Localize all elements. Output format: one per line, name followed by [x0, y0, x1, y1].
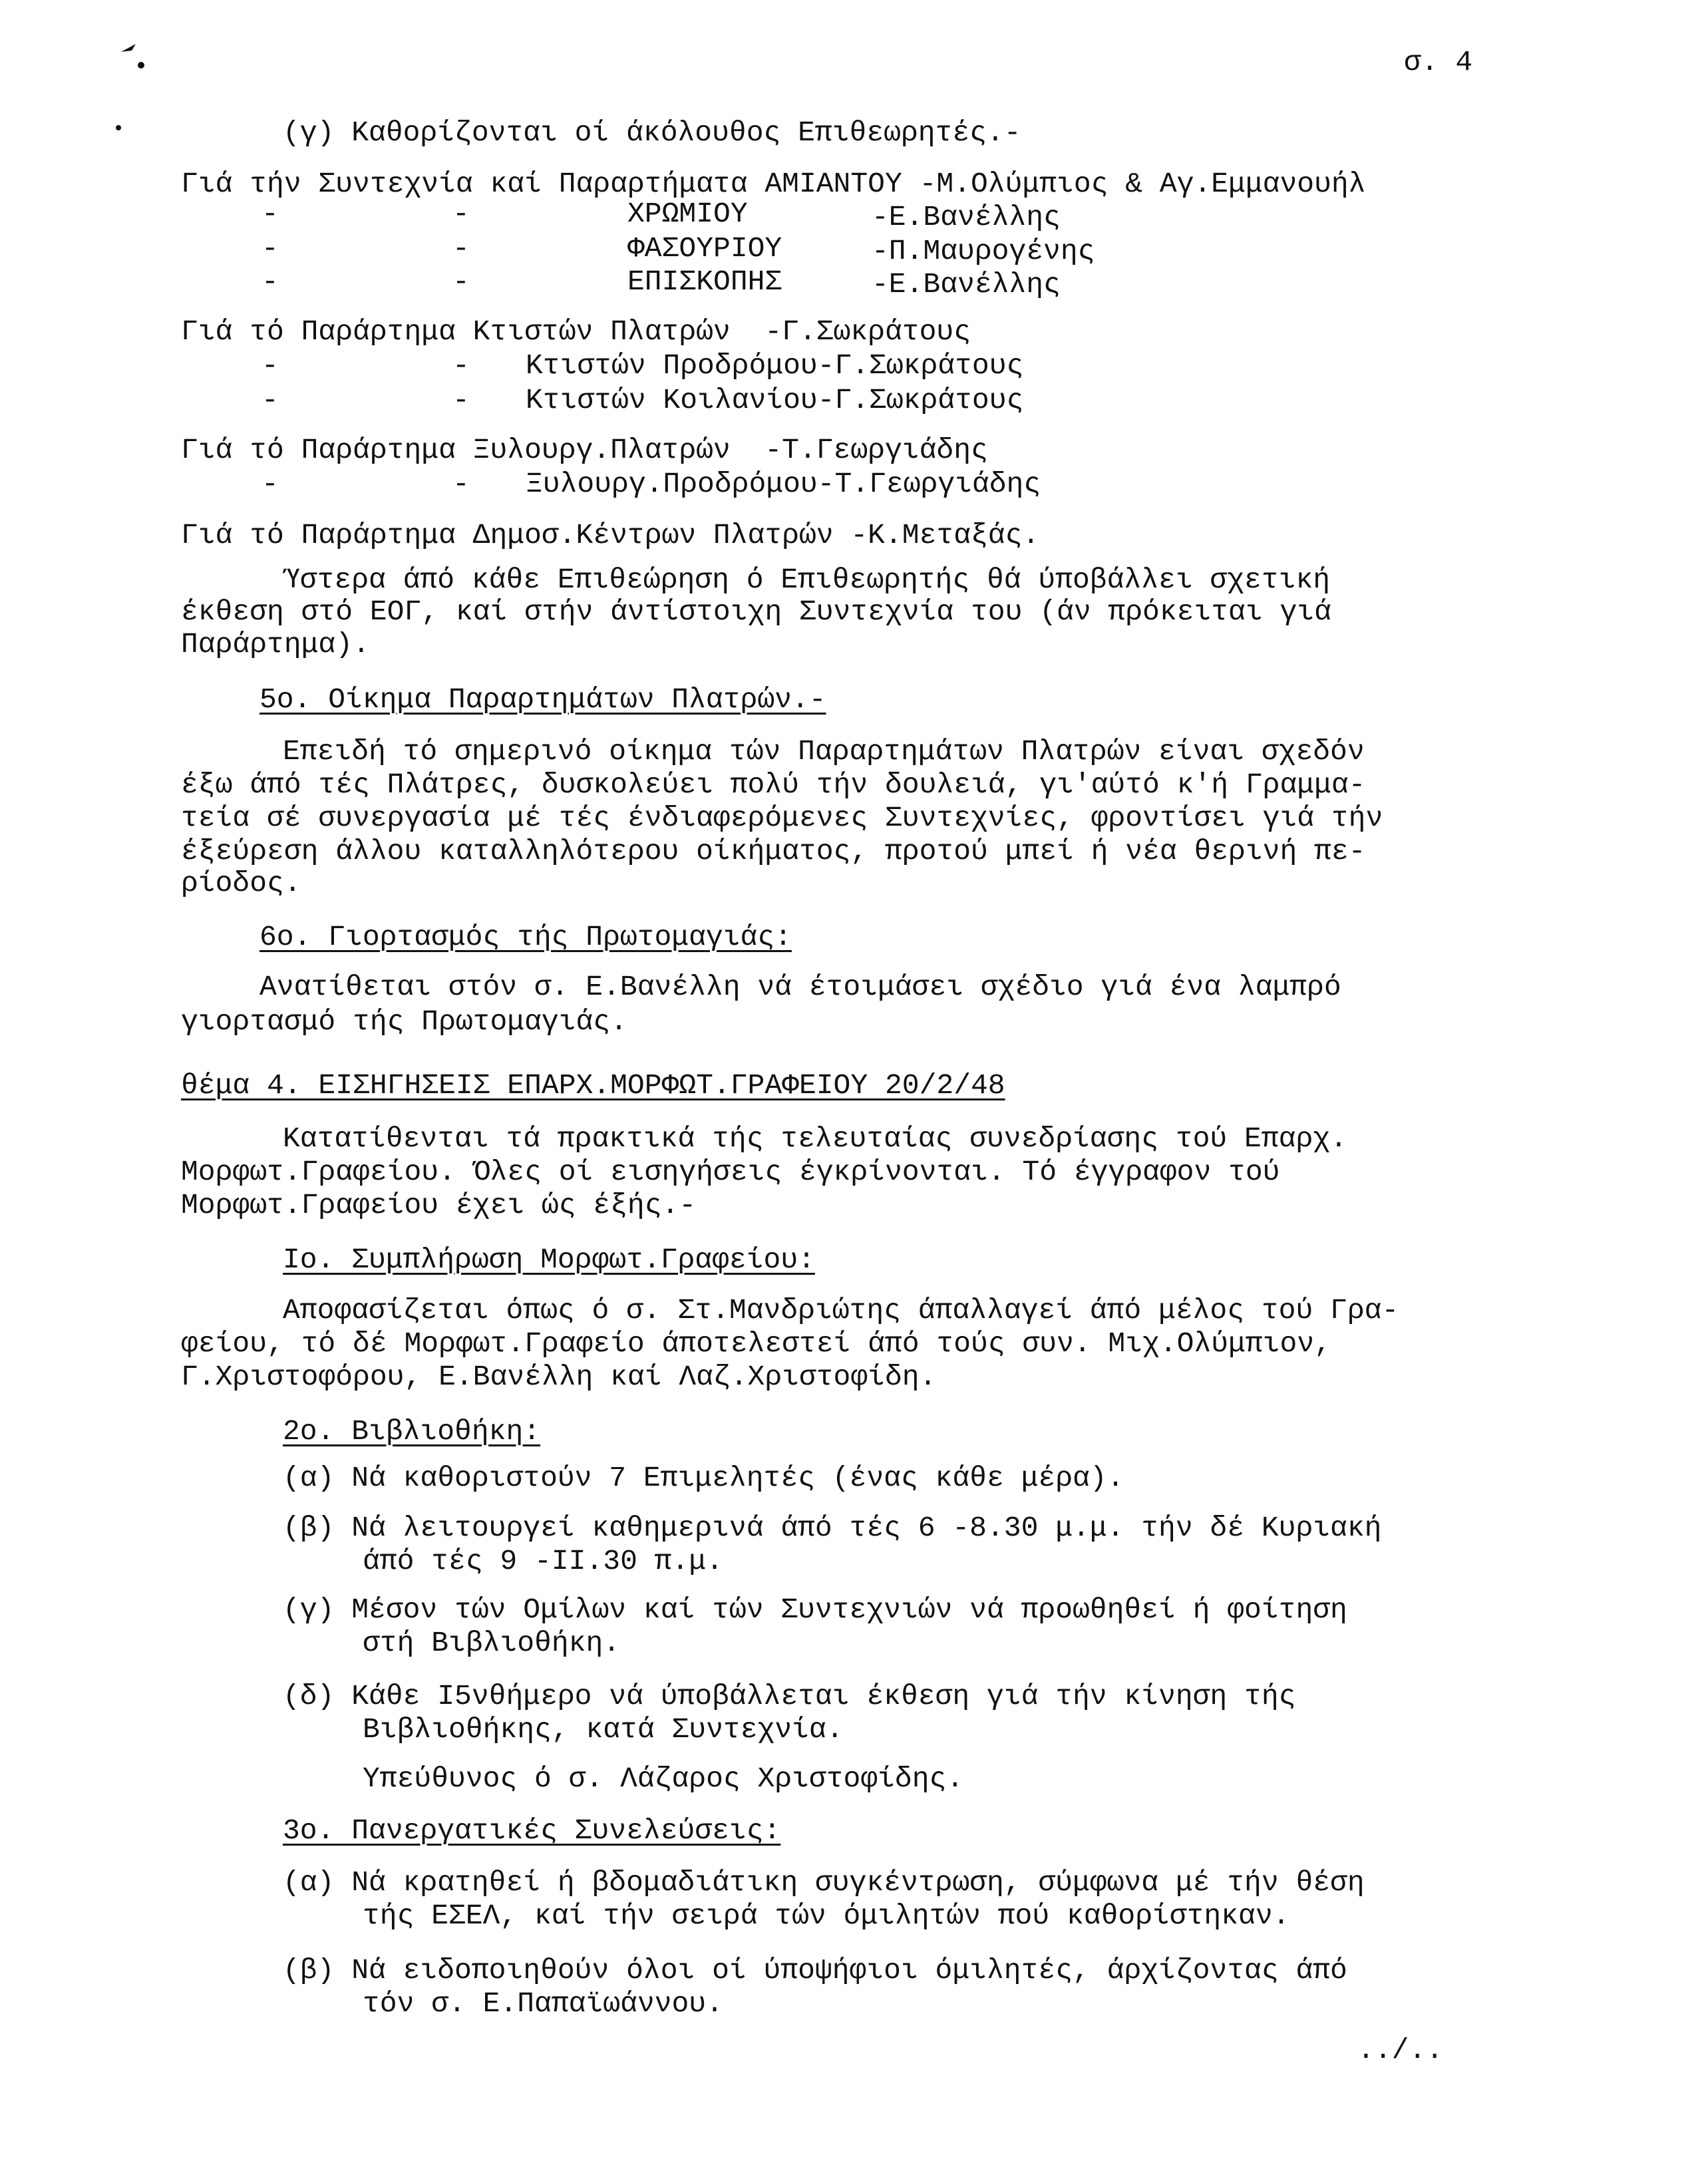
ditto-mark: -: [452, 265, 470, 298]
paragraph-line: Μορφωτ.Γραφείου. Όλες οί εισηγήσεις έγκρίνονται. Τό έγγραφον τού: [181, 1156, 1280, 1188]
paragraph-line: ρίοδος.: [181, 867, 301, 900]
paragraph-line: Επειδή τό σημερινό οίκημα τών Παραρτημάτων Πλατρών είναι σχεδόν: [283, 735, 1365, 768]
ditto-mark: -: [452, 468, 470, 500]
continuation-marker: ../..: [1357, 2034, 1444, 2067]
paragraph-line: έξω άπό τές Πλάτρες, δυσκολεύει πολύ τήν δουλειά, γι'αύτό κ'ή Γραμμα-: [181, 768, 1366, 801]
inspectors-row-xylourg: Γιά τό Παράρτημα Ξυλουργ.Πλατρών -Τ.Γεωργιάδης: [181, 434, 988, 466]
paragraph-line: φείου, τό δέ Μορφωτ.Γραφείο άποτελεστεί άπό τούς συν. Μιχ.Ολύμπιον,: [181, 1327, 1331, 1360]
branch-inspector: Κτιστών Προδρόμου-Γ.Σωκράτους: [526, 349, 1024, 382]
ditto-mark: -: [261, 468, 279, 500]
list-item: (α) Νά κρατηθεί ή βδομαδιάτικη συγκέντρωση, σύμφωνα μέ τήν θέση: [283, 1866, 1365, 1899]
page-number: σ. 4: [1404, 46, 1473, 79]
branch-name: ΦΑΣΟΥΡΙΟΥ: [627, 232, 782, 265]
paragraph-line: Κατατίθενται τά πρακτικά τής τελευταίας συνεδρίασης τού Επαρχ.: [283, 1122, 1347, 1155]
paragraph-line: έξεύρεση άλλου καταλληλότερου οίκήματος, προτού μπεί ή νέα θερινή πε-: [181, 835, 1366, 868]
ink-speck-marks: [106, 27, 160, 133]
inspectors-row-amiantou: Γιά τήν Συντεχνία καί Παραρτήματα ΑΜΙΑΝΤΟΥ -Μ.Ολύμπιος & Αγ.Εμμανουήλ: [181, 168, 1366, 200]
inspector-name: -Π.Μαυρογένης: [872, 235, 1095, 267]
list-item: (β) Νά λειτουργεί καθημερινά άπό τές 6 -8.30 μ.μ. τήν δέ Κυριακή: [283, 1512, 1382, 1544]
list-item: (γ) Μέσον τών Ομίλων καί τών Συντεχνιών νά προωθηθεί ή φοίτηση: [283, 1593, 1347, 1626]
responsible-person: Υπεύθυνος ό σ. Λάζαρος Χριστοφίδης.: [363, 1762, 964, 1795]
paragraph-line: Γ.Χριστοφόρου, Ε.Βανέλλη καί Λαζ.Χριστοφίδη.: [181, 1361, 937, 1393]
section-heading: 6ο. Γιορτασμός τής Πρωτομαγιάς:: [259, 921, 792, 953]
ditto-mark: -: [261, 265, 279, 298]
ditto-mark: -: [452, 384, 470, 416]
paragraph-line: Ύστερα άπό κάθε Επιθεώρηση ό Επιθεωρητής θά ύποβάλλει σχετική: [283, 564, 1331, 596]
list-item-continuation: στή Βιβλιοθήκη.: [363, 1627, 621, 1659]
ditto-mark: -: [452, 198, 470, 230]
list-item-continuation: τόν σ. Ε.Παπαϊωάννου.: [363, 1987, 723, 2020]
branch-name: ΕΠΙΣΚΟΠΗΣ: [627, 265, 782, 298]
list-item: (δ) Κάθε Ι5νθήμερο νά ύποβάλλεται έκθεση γιά τήν κίνηση τής: [283, 1680, 1296, 1713]
ditto-mark: -: [261, 198, 279, 230]
paragraph-line: Αποφασίζεται όπως ό σ. Στ.Μανδριώτης άπαλλαγεί άπό μέλος τού Γρα-: [283, 1294, 1399, 1327]
list-item-continuation: τής ΕΣΕΛ, καί τήν σειρά τών όμιλητών πού καθορίστηκαν.: [363, 1900, 1290, 1932]
paragraph-line: Μορφωτ.Γραφείου έχει ώς έξής.-: [181, 1189, 697, 1222]
paragraph-line: τεία σέ συνεργασία μέ τές ένδιαφερόμενες Συντεχνίες, φροντίσει γιά τήν: [181, 802, 1383, 834]
inspectors-row-dimos: Γιά τό Παράρτημα Δημοσ.Κέντρων Πλατρών -Κ.Μεταξάς.: [181, 519, 1040, 552]
list-item-continuation: Βιβλιοθήκης, κατά Συντεχνία.: [363, 1713, 844, 1746]
ditto-mark: -: [261, 349, 279, 382]
inspector-name: -Ε.Βανέλλης: [872, 201, 1061, 234]
ditto-mark: -: [261, 232, 279, 265]
branch-inspector: Ξυλουργ.Προδρόμου-Τ.Γεωργιάδης: [526, 468, 1041, 500]
section-heading: 5ο. Οίκημα Παραρτημάτων Πλατρών.-: [259, 683, 826, 716]
ditto-mark: -: [452, 349, 470, 382]
section-heading: Ιο. Συμπλήρωση Μορφωτ.Γραφείου:: [283, 1244, 815, 1276]
branch-name: ΧΡΩΜΙΟΥ: [627, 198, 748, 230]
list-item: (β) Νά ειδοποιηθούν όλοι οί ύποψήφιοι όμιλητές, άρχίζοντας άπό: [283, 1954, 1347, 1987]
paragraph-line: Ανατίθεται στόν σ. Ε.Βανέλλη νά έτοιμάσει σχέδιο γιά ένα λαμπρό: [259, 971, 1341, 1003]
list-item: (α) Νά καθοριστούν 7 Επιμελητές (ένας κάθε μέρα).: [283, 1462, 1124, 1494]
list-item-continuation: άπό τές 9 -ΙΙ.30 π.μ.: [363, 1545, 723, 1578]
ditto-mark: -: [261, 384, 279, 416]
section-heading: 3ο. Πανεργατικές Συνελεύσεις:: [283, 1814, 781, 1847]
inspector-name: -Ε.Βανέλλης: [872, 268, 1061, 301]
paragraph-line: Παράρτημα).: [181, 628, 370, 661]
inspectors-heading: (γ) Καθορίζονται οί άκόλουθος Επιθεωρητές.-: [283, 116, 1021, 149]
ditto-mark: -: [452, 232, 470, 265]
inspectors-row-ktiston: Γιά τό Παράρτημα Κτιστών Πλατρών -Γ.Σωκράτους: [181, 315, 971, 348]
paragraph-line: γιορτασμό τής Πρωτομαγιάς.: [181, 1005, 627, 1038]
paragraph-line: έκθεση στό ΕΟΓ, καί στήν άντίστοιχη Συντεχνία του (άν πρόκειται γιά: [181, 595, 1331, 628]
branch-inspector: Κτιστών Κοιλανίου-Γ.Σωκράτους: [526, 384, 1024, 416]
section-heading: 2ο. Βιβλιοθήκη:: [283, 1415, 541, 1448]
topic-heading: θέμα 4. ΕΙΣΗΓΗΣΕΙΣ ΕΠΑΡΧ.ΜΟΡΦΩΤ.ΓΡΑΦΕΙΟΥ 20/2/48: [181, 1069, 1005, 1102]
